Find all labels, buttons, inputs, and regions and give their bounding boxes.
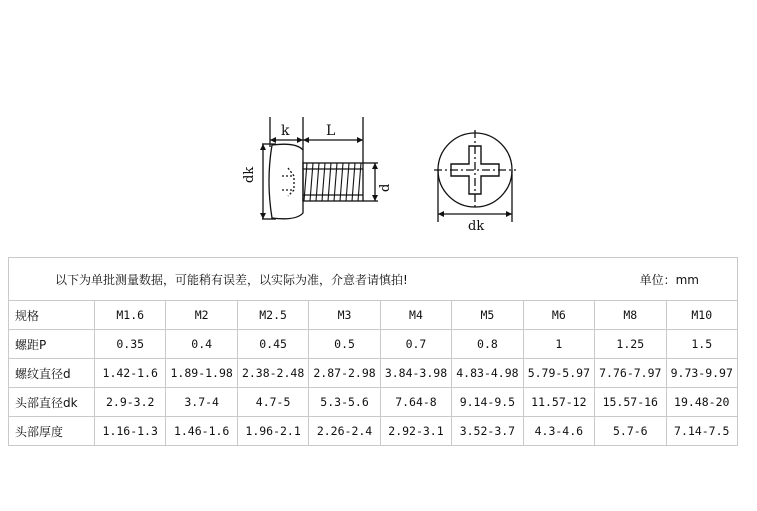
- table-cell: 1.42-1.6: [95, 359, 166, 388]
- table-cell: M4: [380, 301, 451, 330]
- table-cell: M6: [523, 301, 594, 330]
- table-cell: M8: [595, 301, 666, 330]
- table-cell: 9.14-9.5: [452, 388, 523, 417]
- row-label: 规格: [9, 301, 95, 330]
- table-cell: 2.26-2.4: [309, 417, 380, 446]
- table-row: [9, 301, 738, 330]
- table-cell: 0.5: [309, 330, 380, 359]
- table-cell: M3: [309, 301, 380, 330]
- table-cell: 4.7-5: [237, 388, 308, 417]
- table-row: [9, 330, 738, 359]
- row-label: 头部厚度: [9, 417, 95, 446]
- table-cell: M1.6: [95, 301, 166, 330]
- table-cell: 3.84-3.98: [380, 359, 451, 388]
- table-cell: 4.3-4.6: [523, 417, 594, 446]
- label-dk-side: dk: [242, 166, 257, 183]
- table-cell: 5.7-6: [595, 417, 666, 446]
- table-cell: 0.7: [380, 330, 451, 359]
- table-cell: 1.16-1.3: [95, 417, 166, 446]
- table-cell: 2.9-3.2: [95, 388, 166, 417]
- row-label: 螺纹直径d: [9, 359, 95, 388]
- table-cell: 1.5: [666, 330, 738, 359]
- label-dk-top: dk: [468, 219, 485, 234]
- table-cell: 0.35: [95, 330, 166, 359]
- table-row: [9, 388, 738, 417]
- spec-table: [8, 257, 738, 446]
- label-d: d: [378, 183, 393, 192]
- table-cell: 1.46-1.6: [166, 417, 237, 446]
- table-cell: 2.38-2.48: [237, 359, 308, 388]
- table-row: [9, 417, 738, 446]
- note-text: 以下为单批测量数据，可能稍有误差，以实际为准，介意者请慎拍!: [55, 272, 408, 287]
- table-cell: 3.7-4: [166, 388, 237, 417]
- table-cell: 7.64-8: [380, 388, 451, 417]
- screw-head-side: [269, 144, 303, 219]
- screw-dimension-drawing: [0, 0, 757, 250]
- unit-label-text: 单位：: [639, 272, 676, 287]
- table-cell: 7.14-7.5: [666, 417, 738, 446]
- table-cell: 11.57-12: [523, 388, 594, 417]
- table-cell: 9.73-9.97: [666, 359, 738, 388]
- table-cell: 15.57-16: [595, 388, 666, 417]
- table-cell: 0.8: [452, 330, 523, 359]
- table-cell: 3.52-3.7: [452, 417, 523, 446]
- row-label: 螺距P: [9, 330, 95, 359]
- table-cell: 7.76-7.97: [595, 359, 666, 388]
- table-cell: 0.4: [166, 330, 237, 359]
- table-cell: 19.48-20: [666, 388, 738, 417]
- table-row: [9, 359, 738, 388]
- row-label: 头部直径dk: [9, 388, 95, 417]
- table-cell: 5.79-5.97: [523, 359, 594, 388]
- table-cell: 1.89-1.98: [166, 359, 237, 388]
- table-cell: 2.87-2.98: [309, 359, 380, 388]
- table-cell: 4.83-4.98: [452, 359, 523, 388]
- label-L: L: [326, 123, 336, 139]
- table-cell: 2.92-3.1: [380, 417, 451, 446]
- note-row: [9, 258, 738, 301]
- unit-value: mm: [675, 272, 699, 287]
- table-cell: 5.3-5.6: [309, 388, 380, 417]
- table-cell: 1.25: [595, 330, 666, 359]
- table-cell: 1.96-2.1: [237, 417, 308, 446]
- table-cell: 0.45: [237, 330, 308, 359]
- table-cell: M10: [666, 301, 738, 330]
- table-cell: M5: [452, 301, 523, 330]
- table-cell: M2.5: [237, 301, 308, 330]
- table-cell: M2: [166, 301, 237, 330]
- table-cell: 1: [523, 330, 594, 359]
- unit-label: [640, 271, 737, 288]
- label-k: k: [281, 123, 290, 139]
